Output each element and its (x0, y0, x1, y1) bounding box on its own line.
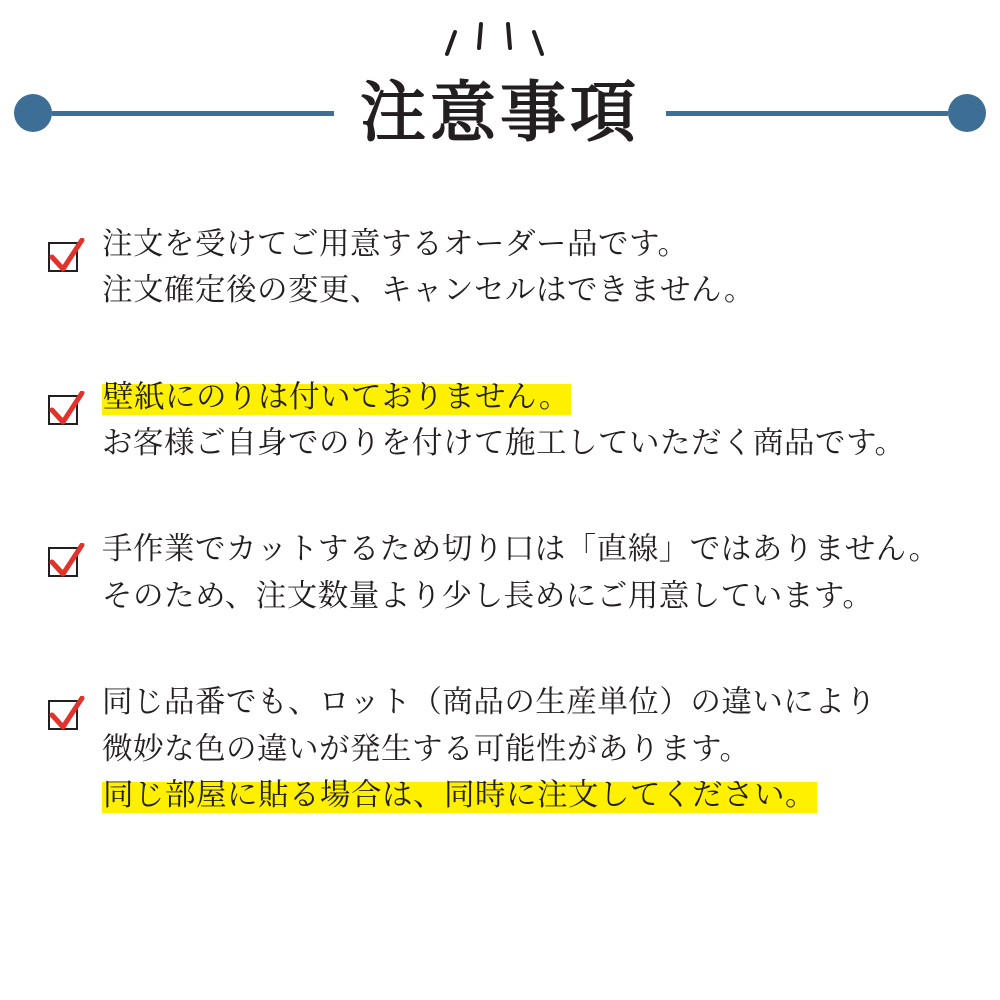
highlighted-text: 同じ部屋に貼る場合は、同時に注文してください。 (103, 777, 816, 813)
list-item (0, 680, 1000, 819)
list-item (0, 527, 1000, 620)
page-title: 注意事項 (360, 74, 640, 151)
list-item (0, 222, 1000, 315)
note-line: そのため、注文数量より少し長めにご用意しています。 (102, 578, 874, 614)
list-item-text (102, 375, 960, 468)
note-line: お客様ご自身でのりを付けて施工していただく商品です。 (102, 426, 906, 462)
page-header (0, 0, 1000, 200)
note-line (102, 773, 960, 819)
list-item-text (102, 222, 960, 315)
note-line: 手作業でカットするため切り口は「直線」ではありません。 (102, 532, 940, 568)
sparkle-rays-icon (0, 10, 1000, 70)
checkbox-checked-icon (46, 391, 86, 431)
title-rule-row (0, 74, 1000, 151)
list-item (0, 375, 1000, 468)
note-line: 注文確定後の変更、キャンセルはできません。 (102, 273, 755, 309)
rule-dot-right (948, 94, 986, 132)
checkbox-checked-icon (46, 238, 86, 278)
note-line: 注文を受けてご用意するオーダー品です。 (102, 227, 689, 262)
notice-list (0, 222, 1000, 819)
rule-line-left (52, 111, 334, 116)
rule-line-right (666, 111, 948, 116)
note-line (102, 375, 960, 421)
checkbox-checked-icon (46, 696, 86, 736)
list-item-text (102, 527, 960, 620)
rule-dot-left (14, 94, 52, 132)
highlighted-text: 壁紙にのりは付いておりません。 (103, 379, 570, 415)
checkbox-checked-icon (46, 543, 86, 583)
note-line: 微妙な色の違いが発生する可能性があります。 (102, 731, 751, 767)
note-line: 同じ品番でも、ロット（商品の生産単位）の違いにより (102, 685, 877, 721)
list-item-text (102, 680, 960, 819)
